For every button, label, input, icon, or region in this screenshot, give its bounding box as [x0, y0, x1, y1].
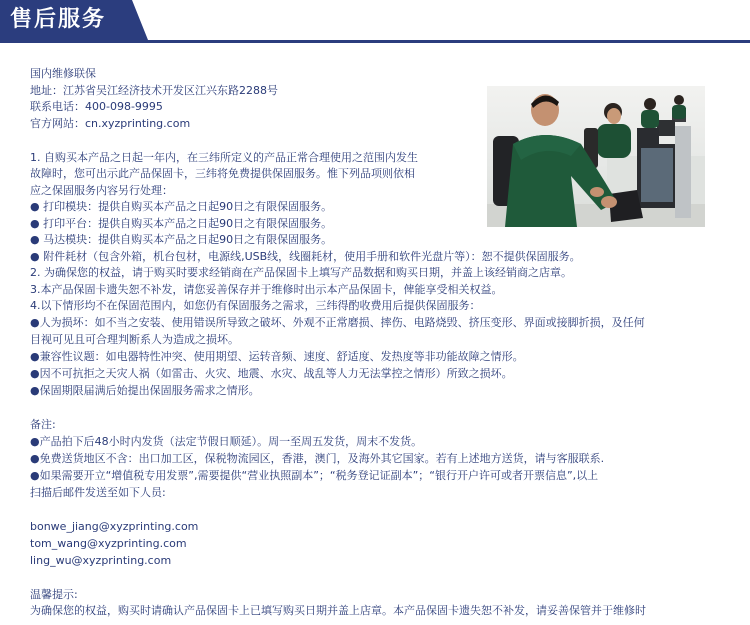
notes-bullet: ●免费送货地区不含：出口加工区，保税物流园区，香港，澳门，及海外其它国家。若有上述地方送货，请与客服联系. — [30, 452, 605, 465]
policy-bullet: ● 附件耗材（包含外箱，机台包材，电源线,USB线，线圈耗材，使用手册和软件光盘片等）：恕不提供保固服务。 — [30, 250, 581, 263]
email-link[interactable]: ling_wu@xyzprinting.com — [30, 554, 172, 567]
policy-bullet: ●保固期限届满后始提出保固服务需求之情形。 — [30, 384, 260, 397]
policy-bullet: ●兼容性议题：如电器特性冲突、使用期望、运转音频、速度、舒适度、发热度等非功能故障之情形。 — [30, 350, 524, 363]
notes-line: 扫描后邮件发送至如下人员: — [30, 486, 166, 499]
policy-bullet: ● 马达模块：提供自购买本产品之日起90日之有限保固服务。 — [30, 233, 333, 246]
policy-line: 3.本产品保固卡遗失恕不补发，请您妥善保存并于维修时出示本产品保固卡，俾能享受相关权益。 — [30, 283, 503, 296]
policy-line: 4.以下情形均不在保固范围内，如您仍有保固服务之需求，三纬得酌收费用后提供保固服务： — [30, 299, 481, 312]
contact-address: 地址：江苏省吴江经济技术开发区江兴东路2288号 — [30, 84, 278, 97]
policy-line: 2. 为确保您的权益，请于购买时要求经销商在产品保固卡上填写产品数据和购买日期，并盖上该经销商之店章。 — [30, 266, 572, 279]
page-title: 售后服务 — [10, 7, 107, 32]
contact-phone: 联系电话：400-098-9995 — [30, 100, 163, 113]
notes-bullet: ●产品拍下后48小时内发货（法定节假日顺延）。周一至周五发货，周末不发货。 — [30, 435, 423, 448]
policy-line: 1. 自购买本产品之日起一年内，在三纬所定义的产品正常合理使用之范围内发生 — [30, 151, 418, 164]
policy-bullet: ●因不可抗拒之天灾人祸（如雷击、火灾、地震、水灾、战乱等人力无法掌控之情形）所致之损坏。 — [30, 367, 513, 380]
tips-title: 温馨提示: — [30, 588, 78, 601]
section-header — [0, 0, 750, 46]
tips-line: 为确保您的权益，购买时请确认产品保固卡上已填写购买日期并盖上店章。本产品保固卡遗失恕不补发，请妥善保管并于维修时 — [30, 604, 646, 617]
notes-title: 备注: — [30, 418, 56, 431]
policy-bullet: ● 打印模块：提供自购买本产品之日起90日之有限保固服务。 — [30, 200, 333, 213]
policy-bullet: ●人为损坏：如不当之安装、使用错误所导致之破坏、外观不正常磨损、摔伤、电路烧毁、挤压变形、界面或接脚折损，及任何 — [30, 316, 645, 329]
policy-line: 故障时，您可出示此产品保固卡，三纬将免费提供保固服务。惟下列品项则依相 — [30, 167, 415, 180]
policy-bullet: ● 打印平台：提供自购买本产品之日起90日之有限保固服务。 — [30, 217, 333, 230]
policy-line: 目视可见且可合理判断系人为造成之损坏。 — [30, 333, 239, 346]
contact-website[interactable]: 官方网站：cn.xyzprinting.com — [30, 117, 191, 130]
policy-line: 应之保固服务内容另行处理： — [30, 184, 173, 197]
header-divider — [0, 40, 750, 43]
service-staff-photo — [487, 86, 705, 227]
contact-title: 国内维修联保 — [30, 67, 96, 80]
notes-bullet: ●如果需要开立“增值税专用发票”,需要提供“营业执照副本”；“税务登记证副本”；“银行开户许可或者开票信息”,以上 — [30, 469, 599, 482]
email-link[interactable]: tom_wang@xyzprinting.com — [30, 537, 187, 550]
email-link[interactable]: bonwe_jiang@xyzprinting.com — [30, 520, 199, 533]
service-staff-illustration — [487, 86, 705, 227]
